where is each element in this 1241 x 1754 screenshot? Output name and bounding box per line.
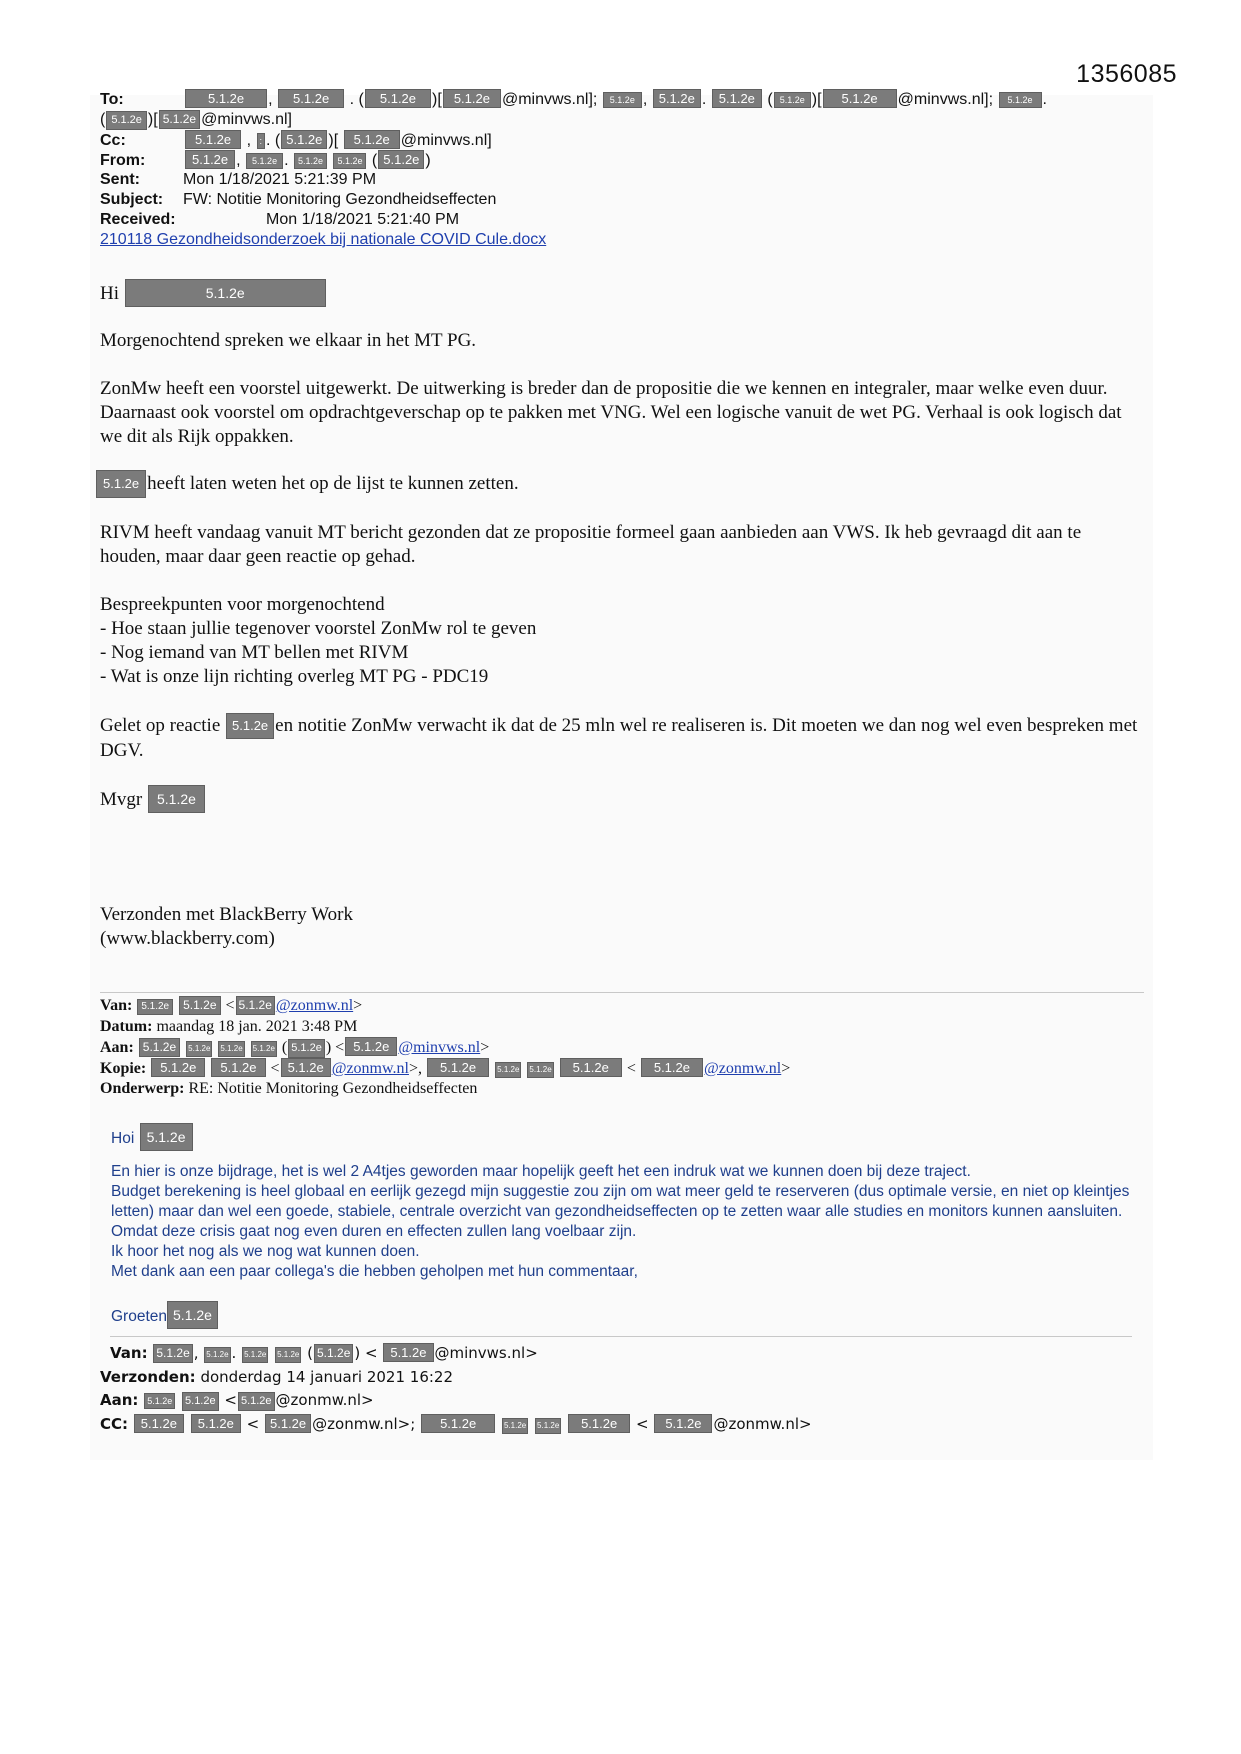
paragraph-2: ZonMw heeft een voorstel uitgewerkt. De uitwerking is breder dan de propositie die we kennen en integraler, maar welke even duur. Daarnaast ook voorstel om opdrachtgeverschap op te pakken met VNG. Wel een logische vanuit de wet PG. Verhaal is ook logisch dat we dit als Rijk oppakken. — [100, 378, 1122, 447]
fwd1-datum-label: Datum: — [100, 1017, 153, 1035]
redaction: 5.1.2e — [281, 1058, 331, 1077]
fwd2-verzonden-label: Verzonden: — [100, 1367, 196, 1386]
paragraph-3-text: heeft laten weten het op de lijst te kunnen zetten. — [147, 473, 519, 494]
fwd1-datum-line — [100, 1017, 357, 1038]
fwd1-closing-line — [111, 1301, 1141, 1329]
redaction: 5.1.2e — [288, 1039, 325, 1058]
discussion-points-title: Bespreekpunten voor morgenochtend — [100, 594, 385, 615]
cc-domain: @minvws.nl] — [400, 132, 492, 149]
received-line — [100, 210, 459, 230]
redaction: 5.1.2e — [774, 92, 811, 108]
redaction: 5.1.2e — [167, 1301, 218, 1329]
redaction: 5.1.2e — [653, 89, 701, 108]
to-domain-2: @minvws.nl]; — [897, 91, 994, 108]
attachment-line — [100, 230, 546, 250]
redaction: 5.1.2e — [151, 1058, 205, 1077]
fwd1-closing-text: Groeten — [111, 1308, 168, 1325]
redaction: 5.1.2e — [502, 1418, 528, 1434]
redaction: 5.1.2e — [603, 92, 642, 108]
paragraph-4: RIVM heeft vandaag vanuit MT bericht gezonden dat ze propositie formeel gaan aanbieden aan VWS. Ik heb gevraagd dit aan te houden, maar daar geen reactie op gehad. — [100, 522, 1082, 567]
redaction: 5.1.2e — [344, 130, 400, 149]
from-line: From: 5.1.2e , 5.1.2e . 5.1.2e 5.1.2e ( 5.1.2e ) — [100, 152, 431, 169]
fwd2-cc-label: CC: — [100, 1414, 129, 1433]
redaction: 5.1.2e — [153, 1344, 192, 1363]
redaction: 5.1.2e — [281, 130, 327, 149]
fwd1-line: Budget berekening is heel globaal en eerlijk gezegd mijn suggestie zou zijn om wat meer geld te reserveren (dus optimale versie, en niet op kleintjes letten) maar dan wel een goede, stabiele, centrale overzicht van gezondheidseffecten op te zetten waar alle studies en monitors kunnen aansluiten. Omdat deze crisis gaat nog even duren en effecten zullen lang voelbaar zijn. — [111, 1183, 1130, 1240]
signature-line-2: (www.blackberry.com) — [100, 928, 275, 949]
sent-value: Mon 1/18/2021 5:21:39 PM — [183, 171, 377, 188]
discussion-point: - Wat is onze lijn richting overleg MT PG - PDC19 — [100, 666, 489, 687]
fwd1-kopie-domain-2[interactable]: @zonmw.nl — [704, 1060, 782, 1077]
redaction: 5.1.2e — [96, 470, 146, 498]
to-domain-1: @minvws.nl]; — [501, 91, 598, 108]
fwd1-van-label: Van: — [100, 997, 133, 1014]
document-number: 1356085 — [1076, 60, 1177, 88]
paragraph-5-start: Gelet op reactie — [100, 715, 221, 736]
fwd2-van-domain: @minvws.nl> — [434, 1344, 538, 1362]
closing-text: Mvgr — [100, 789, 143, 810]
redaction: 5.1.2e — [148, 785, 205, 813]
from-label: From: — [100, 152, 146, 169]
fwd2-aan-label: Aan: — [100, 1391, 139, 1409]
subject-value: FW: Notitie Monitoring Gezondheidseffecten — [183, 191, 497, 208]
redaction: 5.1.2e — [641, 1058, 703, 1077]
redaction: 5.1.2e — [246, 153, 283, 169]
redaction: 5.1.2e — [185, 130, 241, 149]
fwd2-cc-domain-2: @zonmw.nl> — [713, 1414, 812, 1433]
fwd2-cc-line: CC: 5.1.2e 5.1.2e < 5.1.2e @zonmw.nl>; 5.1.2e 5.1.2e 5.1.2e 5.1.2e < 5.1.2e @zonmw.nl> — [100, 1414, 812, 1433]
redaction: 5.1.2e — [527, 1062, 553, 1078]
fwd1-line: Ik hoor het nog als we nog wat kunnen doen. — [111, 1243, 420, 1260]
paragraph-3 — [100, 470, 1140, 498]
fwd2-aan-line: Aan: 5.1.2e 5.1.2e < 5.1.2e @zonmw.nl> — [100, 1391, 374, 1409]
redaction: 5.1.2e — [568, 1414, 630, 1433]
redaction: 5.1.2e — [383, 1343, 433, 1362]
redaction: 5.1.2e — [365, 89, 431, 108]
discussion-point: - Nog iemand van MT bellen met RIVM — [100, 642, 409, 663]
redaction: 5.1.2e — [140, 1123, 193, 1151]
fwd1-onderwerp-label: Onderwerp: — [100, 1079, 185, 1097]
redaction: 5.1.2e — [712, 89, 762, 108]
fwd1-onderwerp-line — [100, 1079, 477, 1100]
received-label: Received: — [100, 211, 176, 228]
fwd2-aan-domain: @zonmw.nl> — [275, 1391, 374, 1409]
subject-label: Subject: — [100, 191, 164, 208]
fwd1-aan-line: Aan: 5.1.2e 5.1.2e 5.1.2e 5.1.2e ( 5.1.2e ) < 5.1.2e @minvws.nl> — [100, 1039, 490, 1056]
fwd1-kopie-label: Kopie: — [100, 1060, 147, 1077]
fwd1-kopie-domain-1[interactable]: @zonmw.nl — [331, 1060, 409, 1077]
redaction: 5.1.2e — [421, 1414, 495, 1433]
redaction: 5.1.2e — [106, 111, 147, 130]
to-domain-3: @minvws.nl] — [201, 111, 292, 128]
redaction: 5.1.2e — [378, 150, 424, 169]
redaction: 5.1.2e — [137, 999, 173, 1015]
fwd2-verzonden-line — [100, 1366, 453, 1390]
subject-line — [100, 190, 496, 210]
redaction: 5.1.2e — [443, 89, 501, 108]
fwd1-onderwerp-value: RE: Notitie Monitoring Gezondheidseffecten — [188, 1079, 478, 1097]
redaction: 5.1.2e — [179, 996, 220, 1015]
redaction: 5.1.2e — [345, 1037, 397, 1056]
sent-label: Sent: — [100, 171, 140, 188]
redaction: 5.1.2e — [427, 1058, 489, 1077]
redaction: : — [257, 133, 266, 149]
redaction: 5.1.2e — [278, 89, 344, 108]
fwd1-van-domain[interactable]: @zonmw.nl — [275, 997, 354, 1014]
fwd1-kopie-line: Kopie: 5.1.2e 5.1.2e < 5.1.2e @zonmw.nl>, 5.1.2e 5.1.2e 5.1.2e 5.1.2e < 5.1.2e @zonmw.nl> — [100, 1060, 791, 1077]
redaction: 5.1.2e — [654, 1414, 712, 1433]
redaction: 5.1.2e — [314, 1344, 353, 1363]
section-divider — [110, 1336, 1132, 1337]
redaction: 5.1.2e — [204, 1347, 230, 1363]
paragraph-1: Morgenochtend spreken we elkaar in het MT PG. — [100, 330, 477, 351]
redaction: 5.1.2e — [159, 110, 200, 129]
redaction: 5.1.2e — [999, 92, 1042, 108]
fwd1-greeting-line — [111, 1123, 1141, 1151]
fwd1-line: Met dank aan een paar collega's die hebben geholpen met hun commentaar, — [111, 1263, 638, 1280]
redaction: 5.1.2e — [294, 153, 327, 169]
redaction: 5.1.2e — [134, 1414, 184, 1433]
redaction: 5.1.2e — [275, 1347, 301, 1363]
redaction: 5.1.2e — [185, 89, 267, 108]
redaction: 5.1.2e — [265, 1414, 311, 1433]
redaction: 5.1.2e — [139, 1038, 180, 1057]
redaction: 5.1.2e — [144, 1393, 175, 1409]
fwd2-van-line: Van: 5.1.2e , 5.1.2e . 5.1.2e 5.1.2e ( 5.1.2e ) < 5.1.2e @minvws.nl> — [110, 1344, 538, 1362]
paragraph-5 — [100, 713, 1140, 763]
fwd2-van-label: Van: — [110, 1344, 148, 1362]
signature-line-1: Verzonden met BlackBerry Work — [100, 904, 353, 925]
to-line-continued: ( 5.1.2e )[ 5.1.2e @minvws.nl] — [100, 111, 292, 128]
redaction: 5.1.2e — [238, 1392, 275, 1411]
fwd2-cc-domain-1: @zonmw.nl>; — [312, 1414, 416, 1433]
to-line: To: 5.1.2e , 5.1.2e . ( 5.1.2e )[ 5.1.2e @minvws.nl]; 5.1.2e , 5.1.2e . 5.1.2e ( 5.1.2e )[ 5.1.2e @minvws.nl]; 5.1.2e . — [100, 91, 1047, 108]
fwd1-aan-label: Aan: — [100, 1039, 134, 1056]
redaction: 5.1.2e — [823, 89, 897, 108]
redaction: 5.1.2e — [251, 1041, 277, 1057]
discussion-point: - Hoe staan jullie tegenover voorstel ZonMw rol te geven — [100, 618, 537, 639]
to-label: To: — [100, 91, 124, 108]
greeting-text: Hi — [100, 283, 119, 304]
paragraph-5-rest: en notitie ZonMw verwacht ik dat de 25 mln wel re realiseren is. Dit moeten we dan nog wel even bespreken met DGV. — [100, 715, 1138, 761]
sent-line — [100, 170, 376, 190]
cc-line: Cc: 5.1.2e , : . ( 5.1.2e )[ 5.1.2e @minvws.nl] — [100, 132, 492, 149]
fwd1-line: En hier is onze bijdrage, het is wel 2 A4tjes geworden maar hopelijk geeft het een indruk wat we kunnen doen bij deze traject. — [111, 1163, 971, 1180]
closing-line — [100, 785, 1140, 813]
attachment-link[interactable]: 210118 Gezondheidsonderzoek bij nationale COVID Cule.docx — [100, 231, 547, 248]
fwd1-datum-value: maandag 18 jan. 2021 3:48 PM — [156, 1017, 358, 1035]
received-value: Mon 1/18/2021 5:21:40 PM — [266, 211, 460, 228]
redaction: 5.1.2e — [191, 1414, 241, 1433]
redaction: 5.1.2e — [218, 1041, 244, 1057]
redaction: 5.1.2e — [226, 713, 274, 739]
redaction: 5.1.2e — [535, 1418, 561, 1434]
fwd1-van-line: Van: 5.1.2e 5.1.2e < 5.1.2e @zonmw.nl> — [100, 997, 363, 1014]
fwd1-greeting-text: Hoi — [111, 1130, 135, 1147]
redaction: 5.1.2e — [236, 996, 275, 1015]
fwd1-aan-domain[interactable]: @minvws.nl — [398, 1039, 481, 1056]
redaction: 5.1.2e — [186, 1041, 212, 1057]
redaction: 5.1.2e — [333, 153, 366, 169]
redaction: 5.1.2e — [495, 1062, 521, 1078]
redaction: 5.1.2e — [560, 1058, 622, 1077]
section-divider — [100, 992, 1144, 993]
redaction: 5.1.2e — [125, 279, 326, 307]
fwd2-verzonden-value: donderdag 14 januari 2021 16:22 — [200, 1367, 454, 1386]
redaction: 5.1.2e — [182, 1392, 219, 1411]
cc-label: Cc: — [100, 132, 126, 149]
redaction: 5.1.2e — [242, 1347, 268, 1363]
redaction: 5.1.2e — [185, 150, 235, 169]
redaction: 5.1.2e — [211, 1058, 265, 1077]
greeting-line — [100, 279, 1140, 307]
